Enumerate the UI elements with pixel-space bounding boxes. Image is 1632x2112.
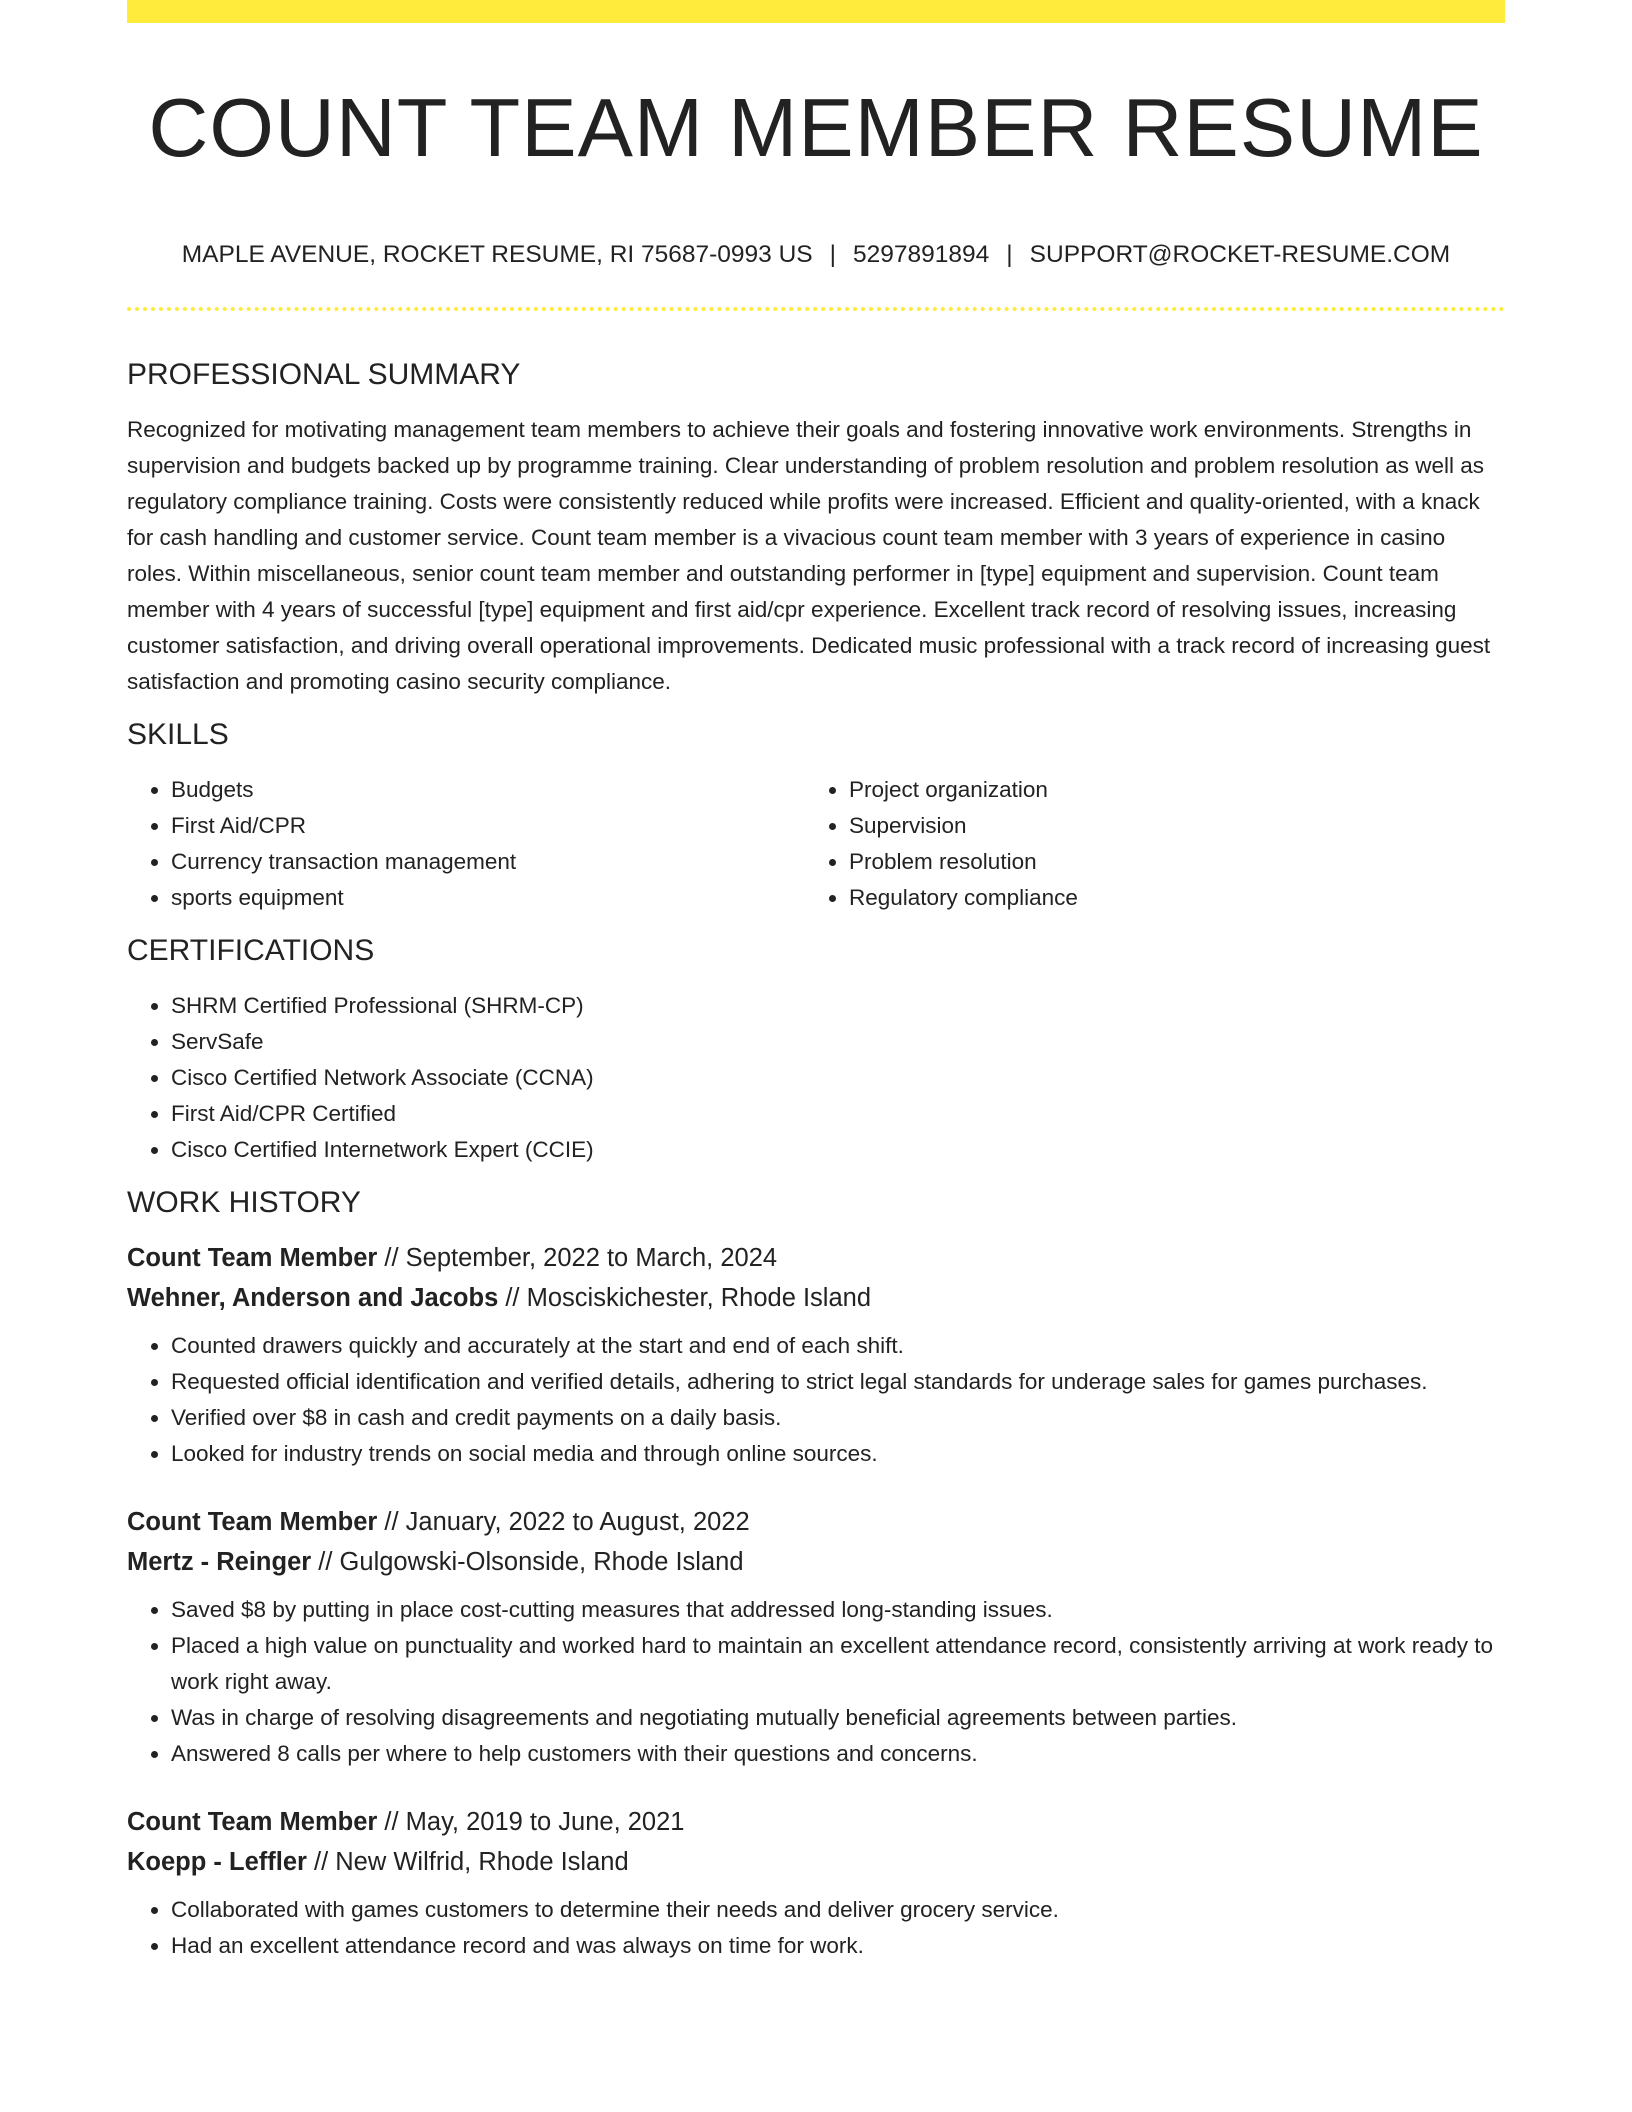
job-title: Count Team Member: [127, 1244, 378, 1272]
certification-item: • Cisco Certified Internetwork Expert (CCIE): [171, 1132, 1505, 1168]
job-bullet: • Answered 8 calls per where to help customers with their questions and concerns.: [171, 1736, 1505, 1772]
certification-item: • First Aid/CPR Certified: [171, 1096, 1505, 1132]
job-separator: //: [311, 1548, 340, 1576]
skills-grid: [127, 758, 1505, 916]
job-bullet: • Requested official identification and verified details, adhering to strict legal standards for underage sales for games purchases.: [171, 1364, 1505, 1400]
job-title-line: [127, 1238, 1505, 1278]
job-company: Koepp - Leffler: [127, 1848, 307, 1876]
contact-email: SUPPORT@ROCKET-RESUME.COM: [1029, 241, 1451, 268]
certifications-list: [127, 988, 1505, 1168]
skill-item: • sports equipment: [171, 880, 805, 916]
summary-text: Recognized for motivating management team members to achieve their goals and fostering innovative work environments. Strengths in supervision and budgets backed up by programme training. Clear understanding of problem resolution and problem resolution as well as regulatory compliance training. Costs were consistently reduced while profits were increased. Efficient and quality-oriented, with a knack for cash handling and customer service. Count team member is a vivacious count team member with 3 years of experience in casino roles. Within miscellaneous, senior count team member and outstanding performer in [type] equipment and supervision. Count team member with 4 years of successful [type] equipment and first aid/cpr experience. Excellent track record of resolving issues, increasing customer satisfaction, and driving overall operational improvements. Dedicated music professional with a track record of increasing guest satisfaction and promoting casino security compliance.: [127, 417, 1491, 694]
job-entry: [127, 1502, 1505, 1772]
job-entry: [127, 1802, 1505, 1964]
resume-title: COUNT TEAM MEMBER RESUME: [148, 81, 1484, 174]
job-bullets: [127, 1892, 1505, 1964]
job-bullet: • Verified over $8 in cash and credit payments on a daily basis.: [171, 1400, 1505, 1436]
accent-top-bar: [127, 0, 1505, 23]
job-company-line: [127, 1842, 1505, 1882]
job-title: Count Team Member: [127, 1508, 378, 1536]
certification-item: • Cisco Certified Network Associate (CCNA): [171, 1060, 1505, 1096]
dotted-divider: [127, 307, 1505, 311]
job-company-line: [127, 1542, 1505, 1582]
job-title-line: [127, 1802, 1505, 1842]
job-location: Gulgowski-Olsonside, Rhode Island: [339, 1548, 744, 1576]
skill-item: • Regulatory compliance: [849, 880, 1449, 916]
skill-item: • Problem resolution: [849, 844, 1449, 880]
certifications-heading: CERTIFICATIONS: [127, 934, 375, 967]
job-location: Mosciskichester, Rhode Island: [526, 1284, 872, 1312]
job-bullet: • Had an excellent attendance record and was always on time for work.: [171, 1928, 1505, 1964]
job-title: Count Team Member: [127, 1808, 378, 1836]
contact-phone: 5297891894: [853, 241, 990, 268]
skills-list-left: [127, 772, 805, 916]
certification-item: • SHRM Certified Professional (SHRM-CP): [171, 988, 1505, 1024]
skill-item: • Supervision: [849, 808, 1449, 844]
job-dates: September, 2022 to March, 2024: [405, 1244, 778, 1272]
resume-body: [127, 352, 1505, 1964]
job-bullets: [127, 1328, 1505, 1472]
job-dates: January, 2022 to August, 2022: [405, 1508, 750, 1536]
job-separator: //: [306, 1848, 336, 1876]
skills-heading: SKILLS: [127, 718, 229, 751]
job-bullet: • Saved $8 by putting in place cost-cutting measures that addressed long-standing issues.: [171, 1592, 1505, 1628]
contact-separator: |: [829, 241, 837, 268]
skill-item: • First Aid/CPR: [171, 808, 805, 844]
job-bullet: • Collaborated with games customers to determine their needs and deliver grocery service.: [171, 1892, 1505, 1928]
job-company-line: [127, 1278, 1505, 1318]
contact-line: [127, 238, 1505, 272]
job-company: Mertz - Reinger: [127, 1548, 312, 1576]
job-dates: May, 2019 to June, 2021: [405, 1808, 685, 1836]
skills-section: [127, 712, 1505, 916]
job-bullets: [127, 1592, 1505, 1772]
contact-separator: |: [1006, 241, 1013, 268]
certification-item: • ServSafe: [171, 1024, 1505, 1060]
job-bullet: • Placed a high value on punctuality and worked hard to maintain an excellent attendance record, consistently arriving at work ready to work right away.: [171, 1628, 1505, 1700]
job-location: New Wilfrid, Rhode Island: [335, 1848, 629, 1876]
contact-address: MAPLE AVENUE, ROCKET RESUME, RI 75687-0993 US: [181, 241, 813, 268]
job-bullet: • Counted drawers quickly and accurately at the start and end of each shift.: [171, 1328, 1505, 1364]
job-separator: //: [377, 1808, 406, 1836]
certifications-section: [127, 928, 1505, 1168]
job-separator: //: [377, 1244, 406, 1272]
skill-item: • Currency transaction management: [171, 844, 805, 880]
job-company: Wehner, Anderson and Jacobs: [127, 1284, 499, 1312]
work-history-heading: WORK HISTORY: [127, 1186, 361, 1219]
work-history-section: [127, 1180, 1505, 1964]
skills-list-right: [805, 772, 1449, 916]
summary-section: [127, 352, 1505, 700]
job-separator: //: [377, 1508, 406, 1536]
job-title-line: [127, 1502, 1505, 1542]
summary-heading: PROFESSIONAL SUMMARY: [127, 358, 521, 391]
job-separator: //: [498, 1284, 527, 1312]
skill-item: • Budgets: [171, 772, 805, 808]
skill-item: • Project organization: [849, 772, 1449, 808]
job-bullet: • Was in charge of resolving disagreements and negotiating mutually beneficial agreements between parties.: [171, 1700, 1505, 1736]
job-bullet: • Looked for industry trends on social media and through online sources.: [171, 1436, 1505, 1472]
job-entry: [127, 1238, 1505, 1472]
